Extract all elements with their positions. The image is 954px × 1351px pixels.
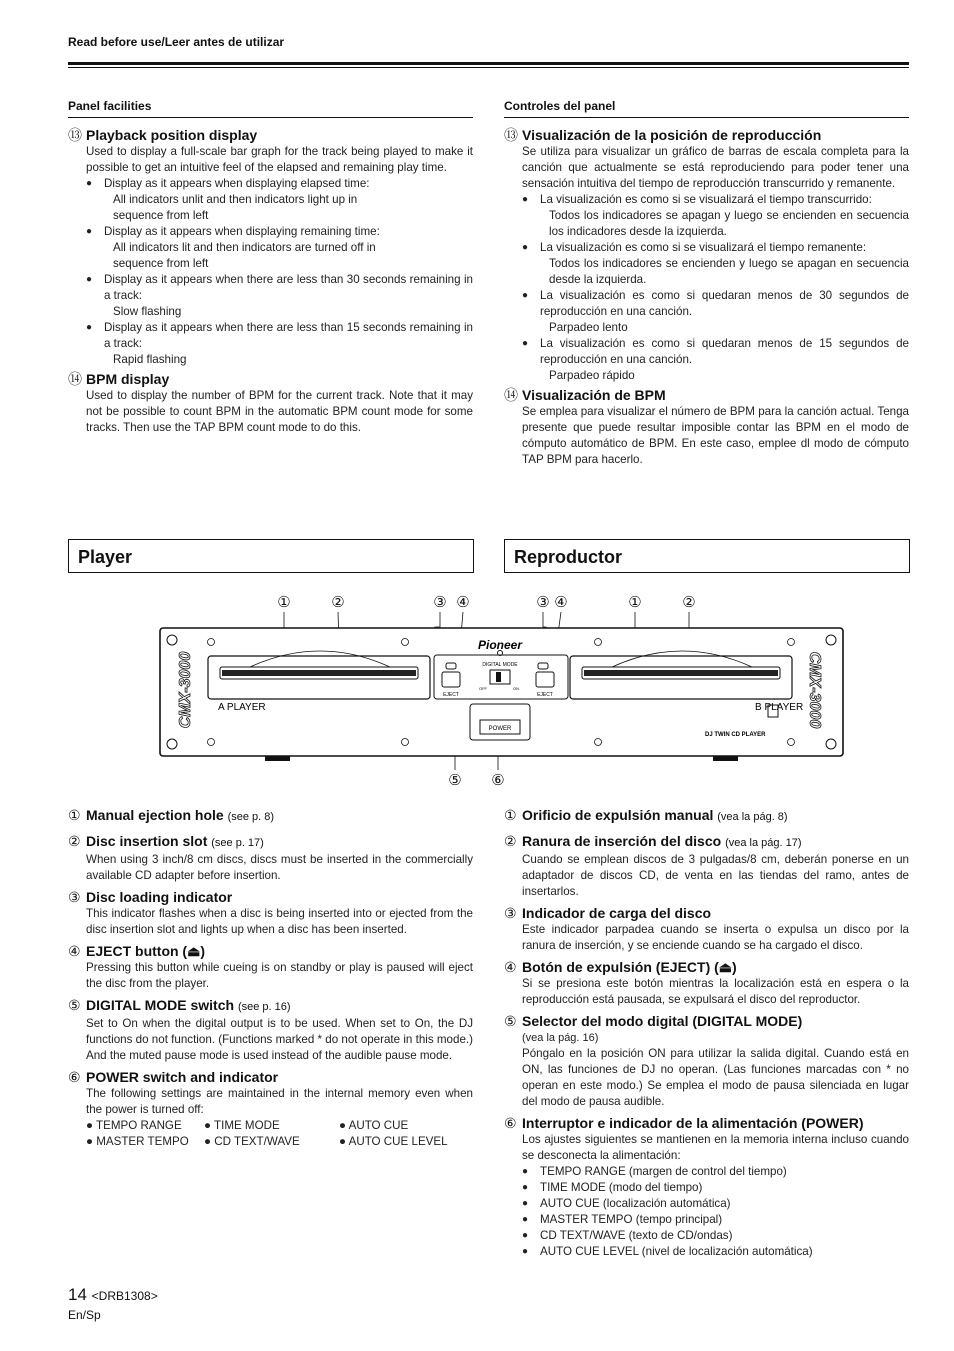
- es-p2-heading: ② Ranura de inserción del disco (vea la pág. 17): [504, 833, 802, 849]
- list-item: ● TEMPO RANGE: [86, 1119, 182, 1132]
- digital-mode-label: DIGITAL MODE: [482, 662, 518, 668]
- es-p5-body: Póngalo en la posición ON para utilizar la salida digital. Cuando está en ON, las funciones de DJ no operan. (Las funciones marcadas con * no operan en este modo.) Se emplea el modo de pausa silenciada en lugar del modo de pausa audible.: [522, 1047, 909, 1108]
- bullet: ● Display as it appears when there are less than 30 seconds remaining in a track:: [86, 272, 473, 304]
- es-item-13-body: Se utiliza para visualizar un gráfico de barras de escala completa para la canción que actualmente se está reproduciendo para poder tener una sensación intuitiva del tiempo de reproducción transcurrido y remanente.: [522, 145, 909, 190]
- bullet-sub: Todos los indicadores se encienden y luego se apagan en secuencia desde la izquierda.: [549, 257, 909, 286]
- bullet: ● Display as it appears when displaying elapsed time:: [86, 176, 473, 192]
- list-item: ● CD TEXT/WAVE (texto de CD/ondas): [522, 1228, 909, 1244]
- list-item: ● AUTO CUE (localización automática): [522, 1196, 909, 1212]
- es-p3-heading: ③ Indicador de carga del disco: [504, 905, 712, 921]
- page-number: 14 <DRB1308>: [68, 1285, 158, 1304]
- es-p1-heading: ① Orificio de expulsión manual (vea la pág. 8): [504, 807, 788, 823]
- bullet-sub: Parpadeo lento: [549, 321, 628, 334]
- bullet-sub: Rapid flashing: [113, 353, 187, 366]
- en-item-14-body: Used to display the number of BPM for the current track. Note that it may not be possible to count BPM in the automatic BPM count mode for some tracks. Then use the TAP BPM count mode to do this.: [86, 389, 473, 434]
- bullet-sub: Parpadeo rápido: [549, 369, 635, 382]
- header-rule: [68, 62, 909, 65]
- en-settings-list: [86, 1118, 473, 1150]
- bullet: ● La visualización es como si quedaran menos de 30 segundos de reproducción en una canción.: [522, 288, 909, 320]
- bullet-sub: Slow flashing: [113, 305, 182, 318]
- model-logo-right: CMX-3000: [806, 651, 823, 729]
- bullet-sub: All indicators unlit and then indicators light up in sequence from left: [113, 193, 358, 222]
- en-p4-heading: ④ EJECT button (⏏): [68, 943, 205, 959]
- page-header: Read before use/Leer antes de utilizar: [68, 35, 285, 49]
- off-label: OFF: [479, 686, 487, 691]
- en-panel-facilities: [68, 98, 473, 436]
- en-p5-body: Set to On when the digital output is to be used. When set to On, the DJ functions do not function. (Functions marked * do not operate in this mode.) And the muted pause mode is used instead of the audible pause mode.: [86, 1017, 473, 1062]
- on-label: ON: [513, 686, 519, 691]
- bullet: ● Display as it appears when displaying remaining time:: [86, 224, 473, 240]
- es-p6-heading: ⑥ Interruptor e indicador de la alimentación (POWER): [504, 1115, 864, 1131]
- bullet-sub: Todos los indicadores se apagan y luego se encienden en secuencia los indicadores desde la izquierda.: [549, 209, 909, 238]
- eject-label-right: EJECT: [537, 692, 553, 698]
- eject-label-left: EJECT: [443, 692, 459, 698]
- es-p4-body: Si se presiona este botón mientras la localización está en espera o la reproducción está pausada, se expulsará el disco del reproductor.: [522, 977, 909, 1006]
- en-p2-heading: ② Disc insertion slot (see p. 17): [68, 833, 264, 849]
- list-item: ● TEMPO RANGE (margen de control del tiempo): [522, 1164, 909, 1180]
- en-p3-body: This indicator flashes when a disc is being inserted into or ejected from the disc insertion slot and lights up when a disc has been inserted.: [86, 907, 473, 936]
- en-p1-heading: ① Manual ejection hole (see p. 8): [68, 807, 275, 823]
- model-logo-left: CMX-3000: [177, 651, 194, 729]
- list-item: ● AUTO CUE: [339, 1119, 409, 1132]
- list-item: ● TIME MODE (modo del tiempo): [522, 1180, 909, 1196]
- bullet: ● La visualización es como si se visualizará el tiempo remanente:: [522, 240, 909, 256]
- en-p5-heading: ⑤ DIGITAL MODE switch (see p. 16): [68, 997, 291, 1013]
- bullet: ● Display as it appears when there are less than 15 seconds remaining in a track:: [86, 320, 473, 352]
- es-player-items: [504, 804, 909, 1260]
- es-item-13-heading: ⑬ Visualización de la posición de reproducción: [504, 127, 822, 143]
- power-label: POWER: [488, 726, 512, 732]
- cd-player-diagram: [150, 590, 860, 790]
- a-player-label: A PLAYER: [218, 702, 266, 713]
- list-item: ● AUTO CUE LEVEL (nivel de localización automática): [522, 1244, 909, 1260]
- es-p3-body: Este indicador parpadea cuando se inserta o expulsa un disco por la ranura de inserción, y se enciende cuando se ha cargado el disco.: [522, 923, 909, 952]
- es-p5-ref: (vea la pág. 16): [522, 1032, 599, 1044]
- es-p5-heading: ⑤ Selector del modo digital (DIGITAL MODE): [504, 1013, 803, 1029]
- bullet: ● La visualización es como si quedaran menos de 15 segundos de reproducción en una canción.: [522, 336, 909, 368]
- callout-1: ①: [628, 594, 642, 611]
- list-item: ● AUTO CUE LEVEL: [339, 1135, 448, 1148]
- list-item: ● CD TEXT/WAVE: [204, 1135, 300, 1148]
- bullet: ● La visualización es como si se visualizará el tiempo transcurrido:: [522, 192, 909, 208]
- es-item-14-body: Se emplea para visualizar el número de BPM para la canción actual. Tenga presente que puede resultar imposible contar las BPM en el modo de cómputo automático de BPM. En este caso, emplee dl modo de cómputo TAP BPM para hacerlo.: [522, 405, 909, 466]
- es-panel-facilities: [504, 98, 909, 468]
- es-item-14-heading: ⑭ Visualización de BPM: [504, 387, 666, 403]
- es-p2-body: Cuando se emplean discos de 3 pulgadas/8 cm, deberán ponerse en un adaptador de discos CD, de venta en las tiendas del ramo, antes de insertarlos.: [522, 853, 909, 898]
- callout-3: ③: [536, 594, 550, 611]
- header-rule-thin: [68, 67, 909, 68]
- list-item: ● TIME MODE: [204, 1119, 280, 1132]
- b-player-label: B PLAYER: [755, 702, 804, 713]
- bullet-sub: All indicators lit and then indicators are turned off in sequence from left: [113, 241, 376, 270]
- language-code: En/Sp: [68, 1308, 101, 1322]
- es-p4-heading: ④ Botón de expulsión (EJECT) (⏏): [504, 959, 737, 975]
- en-item-13-body: Used to display a full-scale bar graph for the track being played to make it possible to get an intuitive feel of the elapsed and remaining play time.: [86, 145, 473, 174]
- callout-4: ④: [554, 594, 568, 611]
- en-p6-heading: ⑥ POWER switch and indicator: [68, 1069, 279, 1085]
- brand-logo: Pioneer: [477, 638, 523, 652]
- dj-twin-label: DJ TWIN CD PLAYER: [705, 732, 766, 738]
- callout-2: ②: [331, 594, 345, 611]
- en-p6-body: The following settings are maintained in the internal memory even when the power is turned off:: [86, 1087, 473, 1116]
- es-p6-body: Los ajustes siguientes se mantienen en la memoria interna incluso cuando se desconecta la alimentación:: [522, 1133, 909, 1162]
- callout-1: ①: [277, 594, 291, 611]
- callout-6: ⑥: [491, 772, 505, 789]
- es-section-title: Controles del panel: [504, 98, 909, 118]
- en-p2-body: When using 3 inch/8 cm discs, discs must be inserted in the commercially available CD adapter before insertion.: [86, 853, 473, 882]
- en-item-13-heading: ⑬ Playback position display: [68, 127, 258, 143]
- en-p4-body: Pressing this button while cueing is on standby or play is paused will eject the disc from the player.: [86, 961, 473, 990]
- callout-3: ③: [433, 594, 447, 611]
- list-item: ● MASTER TEMPO (tempo principal): [522, 1212, 909, 1228]
- en-section-title: Panel facilities: [68, 98, 473, 118]
- en-player-items: [68, 804, 473, 1150]
- en-p3-heading: ③ Disc loading indicator: [68, 889, 233, 905]
- list-item: ● MASTER TEMPO: [86, 1135, 189, 1148]
- en-item-14-heading: ⑭ BPM display: [68, 371, 170, 387]
- callout-5: ⑤: [448, 772, 462, 789]
- reproductor-heading: Reproductor: [504, 539, 910, 573]
- callout-2: ②: [682, 594, 696, 611]
- player-heading: Player: [68, 539, 474, 573]
- callout-4: ④: [456, 594, 470, 611]
